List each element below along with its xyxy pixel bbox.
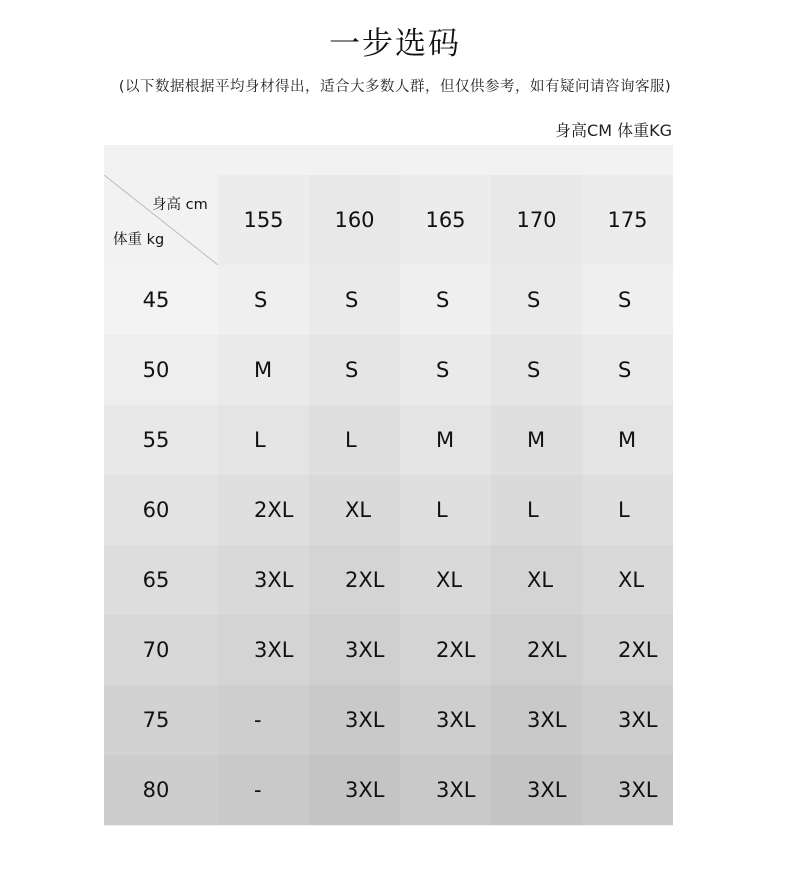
size-cell: 3XL: [309, 685, 400, 755]
size-cell: 3XL: [309, 615, 400, 685]
height-header-cell: 155: [218, 175, 309, 265]
weight-cell: 55: [104, 405, 218, 475]
size-cell: L: [400, 475, 491, 545]
height-header-cell: 160: [309, 175, 400, 265]
size-cell: 2XL: [400, 615, 491, 685]
size-cell: M: [400, 405, 491, 475]
size-cell: 3XL: [491, 685, 582, 755]
unit-note: 身高CM 体重KG: [555, 121, 672, 140]
size-cell: M: [491, 405, 582, 475]
height-header-cell: 175: [582, 175, 673, 265]
weight-cell: 50: [104, 335, 218, 405]
weight-cell: 75: [104, 685, 218, 755]
size-cell: 3XL: [400, 685, 491, 755]
size-cell: S: [400, 335, 491, 405]
size-cell: 3XL: [491, 755, 582, 825]
size-cell: L: [218, 405, 309, 475]
table-corner-cell: [104, 175, 218, 265]
size-cell: L: [309, 405, 400, 475]
weight-cell: 60: [104, 475, 218, 545]
size-cell: 3XL: [218, 545, 309, 615]
table-top-band: [104, 145, 673, 175]
size-cell: XL: [309, 475, 400, 545]
corner-weight-label: 体重 kg: [113, 232, 165, 248]
size-cell: S: [218, 265, 309, 335]
weight-cell: 80: [104, 755, 218, 825]
size-cell: 3XL: [218, 615, 309, 685]
size-cell: 3XL: [582, 685, 673, 755]
size-cell: L: [491, 475, 582, 545]
size-cell: 3XL: [582, 755, 673, 825]
size-cell: 2XL: [309, 545, 400, 615]
size-cell: S: [582, 265, 673, 335]
size-cell: 3XL: [309, 755, 400, 825]
size-cell: S: [582, 335, 673, 405]
weight-cell: 65: [104, 545, 218, 615]
size-cell: 2XL: [491, 615, 582, 685]
size-cell: XL: [400, 545, 491, 615]
size-cell: S: [491, 265, 582, 335]
size-cell: 3XL: [400, 755, 491, 825]
size-cell: S: [491, 335, 582, 405]
weight-cell: 70: [104, 615, 218, 685]
size-cell: S: [309, 265, 400, 335]
size-cell: 2XL: [582, 615, 673, 685]
size-cell: M: [218, 335, 309, 405]
size-cell: 2XL: [218, 475, 309, 545]
height-header-cell: 170: [491, 175, 582, 265]
page-title: 一步选码: [329, 26, 461, 62]
size-chart-table: [104, 145, 673, 826]
size-cell: L: [582, 475, 673, 545]
size-cell: S: [400, 265, 491, 335]
corner-height-label: 身高 cm: [152, 197, 208, 213]
size-cell: XL: [582, 545, 673, 615]
corner-diagonal-line: [104, 175, 218, 265]
height-header-cell: 165: [400, 175, 491, 265]
size-cell: -: [218, 755, 309, 825]
weight-cell: 45: [104, 265, 218, 335]
size-cell: XL: [491, 545, 582, 615]
page-subtitle: (以下数据根据平均身材得出，适合大多数人群，但仅供参考，如有疑问请咨询客服): [118, 79, 672, 95]
size-cell: M: [582, 405, 673, 475]
size-cell: S: [309, 335, 400, 405]
size-cell: -: [218, 685, 309, 755]
